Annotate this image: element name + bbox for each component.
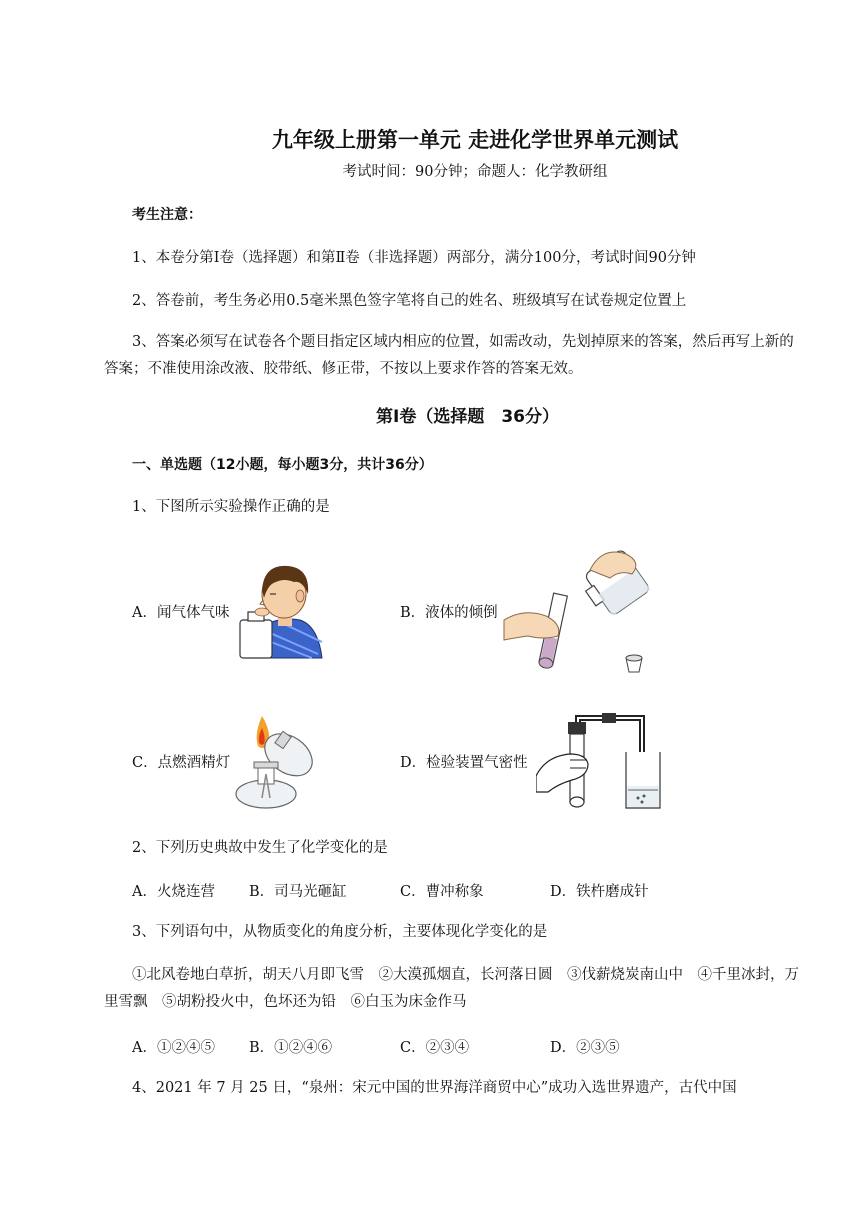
question-1-stem: 1、下图所示实验操作正确的是 [132, 499, 330, 515]
question-3-body: ①北风卷地白草折，胡天八月即飞雪 ②大漠孤烟直，长河落日圆 ③伐薪烧炭南山中 ④千里冰封，万里雪飘 ⑤胡粉投火中，色坏还为铅 ⑥白玉为床金作马 [104, 967, 799, 1010]
airtightness-figure [536, 710, 664, 812]
option-2b: B．司马光砸缸 [249, 884, 347, 900]
pour-liquid-figure [502, 540, 660, 680]
option-1b: B．液体的倾倒 [400, 605, 498, 621]
option-1d: D．检验装置气密性 [400, 755, 528, 771]
option-2d: D．铁杵磨成针 [550, 884, 649, 900]
smell-gas-figure [238, 558, 324, 660]
option-1a: A．闻气体气味 [132, 605, 230, 621]
exam-title: 九年级上册第一单元 走进化学世界单元测试 [271, 128, 679, 152]
option-2c: C．曹冲称象 [400, 884, 484, 900]
exam-subtitle: 考试时间：90分钟；命题人：化学教研组 [342, 164, 608, 180]
notice-heading: 考生注意： [132, 207, 202, 223]
option-3b: B．①②④⑥ [249, 1040, 333, 1056]
light-lamp-figure [232, 712, 324, 814]
notice-item-1: 1、本卷分第Ⅰ卷（选择题）和第Ⅱ卷（非选择题）两部分，满分100分，考试时间90分钟 [132, 250, 696, 266]
part-heading: 一、单选题（12小题，每小题3分，共计36分） [132, 457, 433, 473]
option-3c: C．②③④ [400, 1040, 470, 1056]
option-3a: A．①②④⑤ [132, 1040, 215, 1056]
option-3d: D．②③⑤ [550, 1040, 620, 1056]
notice-item-3: 3、答案必须写在试卷各个题目指定区域内相应的位置，如需改动，先划掉原来的答案，然后再写上新的答案；不准使用涂改液、胶带纸、修正带，不按以上要求作答的答案无效。 [104, 334, 794, 377]
question-3-stem: 3、下列语句中，从物质变化的角度分析，主要体现化学变化的是 [132, 924, 548, 940]
section-title: 第Ⅰ卷（选择题 36分） [376, 407, 559, 427]
notice-item-2: 2、答卷前，考生务必用0.5毫米黑色签字笔将自己的姓名、班级填写在试卷规定位置上 [132, 293, 687, 309]
question-2-stem: 2、下列历史典故中发生了化学变化的是 [132, 840, 388, 856]
option-1c: C．点燃酒精灯 [132, 755, 231, 771]
option-2a: A．火烧连营 [132, 884, 215, 900]
question-4-stem: 4、2021 年 7 月 25 日，“泉州：宋元中国的世界海洋商贸中心”成功入选世界遗产，古代中国 [132, 1080, 737, 1096]
